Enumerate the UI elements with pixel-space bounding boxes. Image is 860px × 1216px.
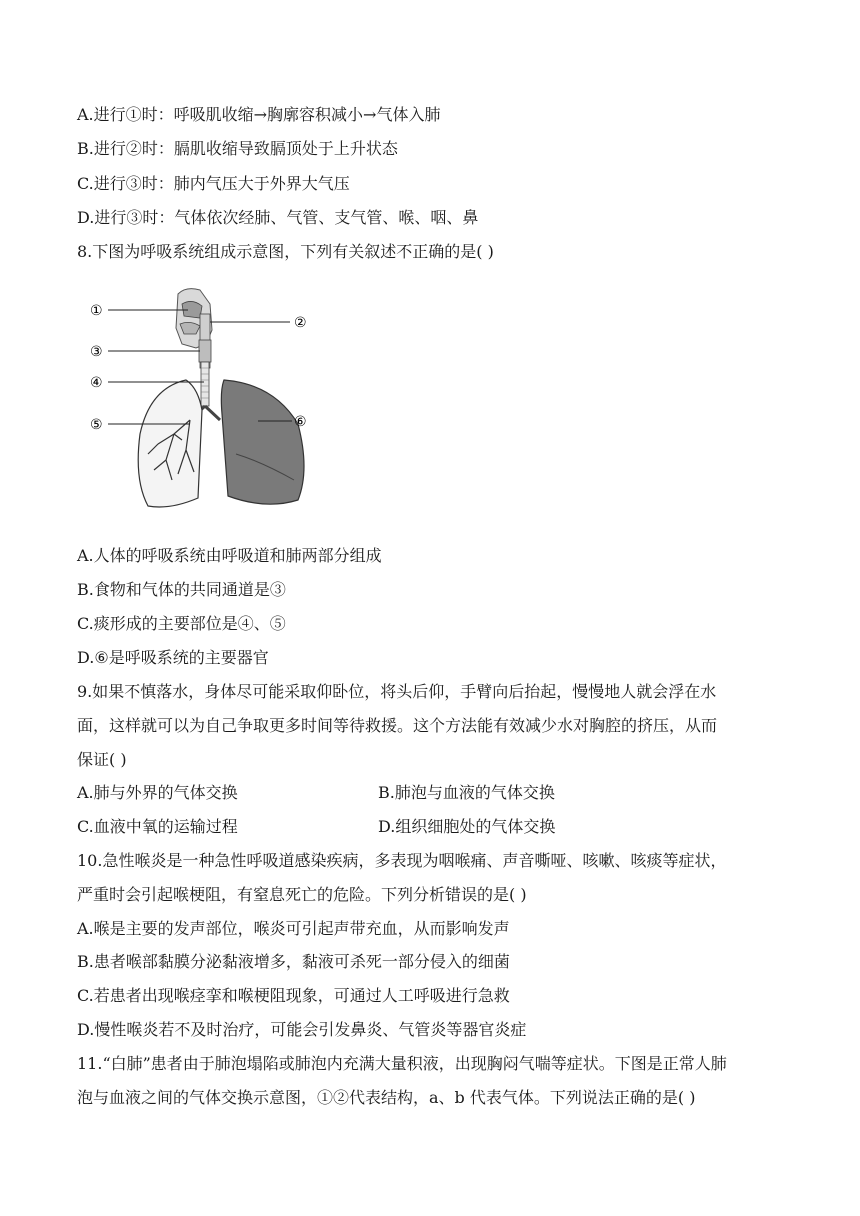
q7-option-a: A.进行①时：呼吸肌收缩→胸廓容积减小→气体入肺 [77, 105, 441, 124]
q10-stem-line-1: 10.急性喉炎是一种急性呼吸道感染疾病，多表现为咽喉痛、声音嘶哑、咳嗽、咳痰等症状， [77, 851, 727, 870]
q10-stem-line-2: 严重时会引起喉梗阻，有窒息死亡的危险。下列分析错误的是( ) [77, 885, 527, 904]
q8-stem: 8.下图为呼吸系统组成示意图，下列有关叙述不正确的是( ) [77, 242, 494, 261]
q7-option-d: D.进行③时：气体依次经肺、气管、支气管、喉、咽、鼻 [77, 208, 479, 227]
left-lung [138, 380, 202, 507]
label-2: ② [294, 315, 307, 331]
q11-stem-line-2: 泡与血液之间的气体交换示意图，①②代表结构，a、b 代表气体。下列说法正确的是( ) [77, 1088, 696, 1107]
q10-option-c: C.若患者出现喉痉挛和喉梗阻现象，可通过人工呼吸进行急救 [77, 986, 510, 1005]
q10-option-a: A.喉是主要的发声部位，喉炎可引起声带充血，从而影响发声 [77, 919, 510, 938]
right-lung [221, 380, 304, 504]
q8-option-c: C.痰形成的主要部位是④、⑤ [77, 614, 286, 633]
label-3: ③ [90, 344, 103, 360]
label-4: ④ [90, 375, 103, 391]
larynx [199, 340, 211, 362]
respiratory-system-diagram [86, 284, 326, 516]
q9-option-d: D.组织细胞处的气体交换 [378, 817, 556, 836]
label-1: ① [90, 303, 103, 319]
q11-stem-line-1: 11.“白肺”患者由于肺泡塌陷或肺泡内充满大量积液，出现胸闷气喘等症状。下图是正常人肺 [77, 1054, 727, 1073]
q9-option-c: C.血液中氧的运输过程 [77, 817, 238, 836]
q9-option-a: A.肺与外界的气体交换 [77, 783, 238, 802]
q9-stem-line-2: 面，这样就可以为自己争取更多时间等待救援。这个方法能有效减少水对胸腔的挤压，从而 [77, 716, 718, 735]
q8-option-d: D.⑥是呼吸系统的主要器官 [77, 648, 269, 667]
q8-option-b: B.食物和气体的共同通道是③ [77, 580, 286, 599]
q7-option-b: B.进行②时：膈肌收缩导致膈顶处于上升状态 [77, 139, 398, 158]
q10-option-d: D.慢性喉炎若不及时治疗，可能会引发鼻炎、气管炎等器官炎症 [77, 1020, 527, 1039]
trachea [201, 362, 209, 406]
q9-stem-line-1: 9.如果不慎落水，身体尽可能采取仰卧位，将头后仰，手臂向后抬起，慢慢地人就会浮在水 [77, 682, 717, 701]
q8-option-a: A.人体的呼吸系统由呼吸道和肺两部分组成 [77, 546, 382, 565]
label-5: ⑤ [90, 417, 103, 433]
q10-option-b: B.患者喉部黏膜分泌黏液增多，黏液可杀死一部分侵入的细菌 [77, 952, 510, 971]
q9-option-b: B.肺泡与血液的气体交换 [378, 783, 555, 802]
q7-option-c: C.进行③时：肺内气压大于外界大气压 [77, 174, 350, 193]
q9-stem-line-3: 保证( ) [77, 750, 127, 769]
mouth [180, 322, 200, 334]
label-6: ⑥ [294, 414, 307, 430]
